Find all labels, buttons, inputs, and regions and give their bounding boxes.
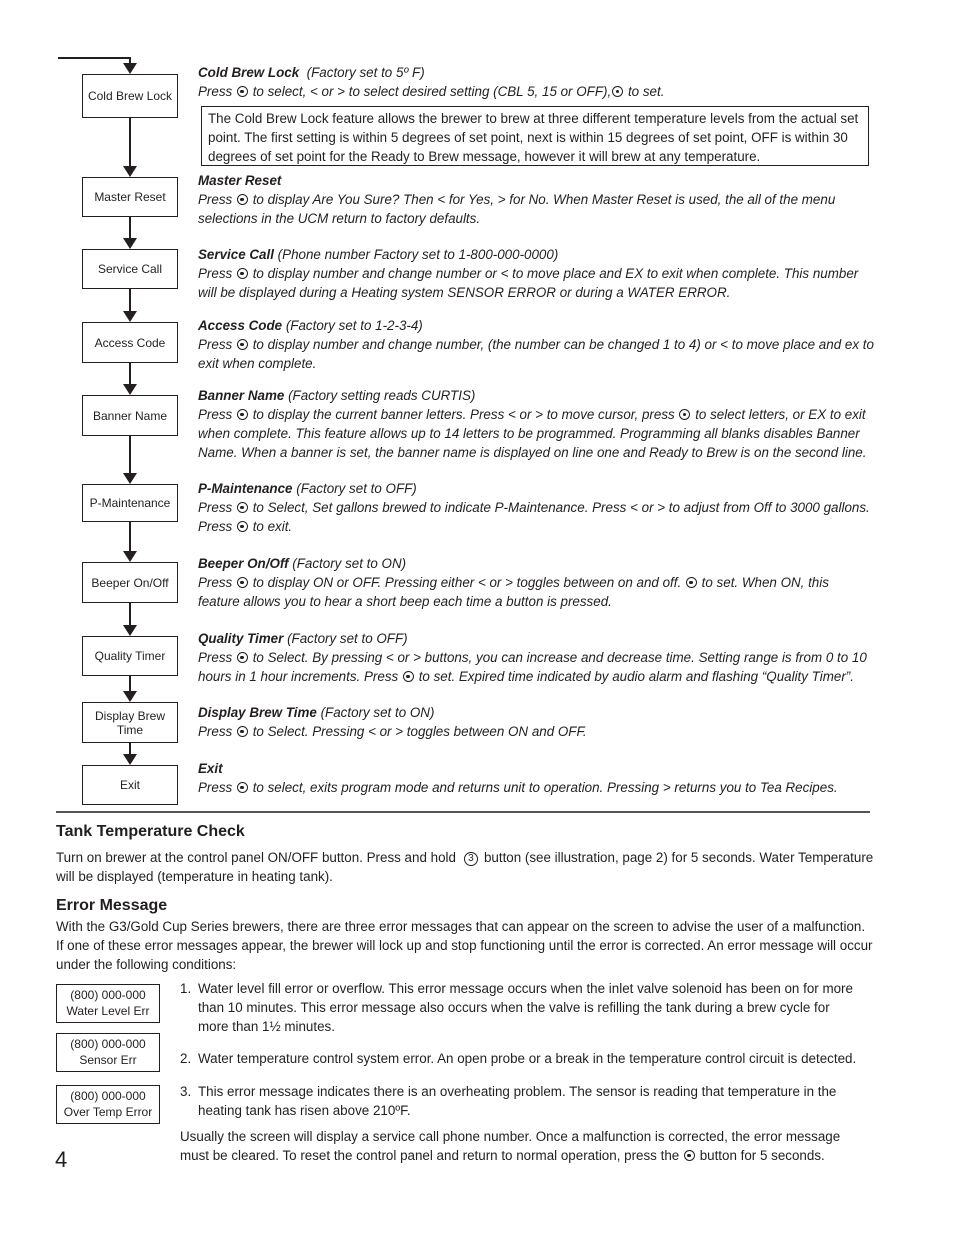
access-code-desc [198, 316, 874, 373]
button-3-icon: 3 [464, 852, 478, 866]
desc-text: Press [198, 724, 233, 739]
desc-text: Press [198, 500, 233, 515]
desc-text: to select letters, or EX to exit when complete. This feature allows up to 14 letters to be programmed. Programming all blanks disables Banner Name. When a banner is set, the banner name is displayed on line one and Ready to Brew is on the second line. [198, 407, 867, 460]
select-button-icon [237, 502, 248, 513]
list-text: Water level fill error or overflow. This error message occurs when the inlet valve solenoid has been on for more than 10 minutes. This error message also occurs when the valve is refilling the tank during a brew cycle for more than 1½ minutes. [198, 981, 853, 1034]
display-brew-time-title: Display Brew Time [198, 705, 317, 720]
master-reset-title: Master Reset [198, 173, 282, 188]
flow-box-quality-timer: Quality Timer [82, 636, 178, 676]
error-display-water-level [56, 984, 160, 1023]
p-maintenance-title: P-Maintenance [198, 481, 293, 496]
p-maintenance-desc [198, 479, 874, 536]
select-button-icon [237, 652, 248, 663]
cold-brew-lock-note: The Cold Brew Lock feature allows the brewer to brew at three different temperature levels from the actual set point. The first setting is within 5 degrees of set point, next is within 15 degrees of set point, OFF is within 30 degrees of set point for the Ready to Brew message, however it will brew at any temperature. [201, 106, 869, 166]
flow-arrow [123, 166, 137, 177]
flow-arrow [123, 238, 137, 249]
display-line: Over Temp Error [63, 1105, 153, 1119]
desc-text: to exit. [252, 519, 293, 534]
flow-box-display-brew-time: Display Brew Time [82, 702, 178, 743]
list-number: 3. [180, 1084, 192, 1099]
display-brew-time-factory: (Factory set to ON) [320, 705, 435, 720]
flow-box-banner-name: Banner Name [82, 395, 178, 436]
flow-arrow [123, 311, 137, 322]
flow-connector [129, 363, 131, 385]
flow-connector [129, 289, 131, 312]
error-closing-text [180, 1127, 870, 1165]
desc-text: Press [198, 337, 233, 352]
desc-text: to display Are You Sure? Then < for Yes, > for No. When Master Reset is used, the all of the menu selections in the UCM return to factory defaults. [198, 192, 836, 226]
error-message-heading: Error Message [56, 897, 168, 914]
display-brew-time-desc [198, 703, 874, 741]
flow-arrow [123, 551, 137, 562]
select-button-icon [237, 577, 248, 588]
error-item-3 [180, 1082, 860, 1120]
display-line: (800) 000-000 [70, 988, 146, 1002]
master-reset-desc [198, 171, 874, 228]
flow-box-access-code: Access Code [82, 322, 178, 363]
desc-text: to select, < or > to select desired setting (CBL 5, 15 or OFF), [252, 84, 612, 99]
flow-connector [129, 436, 131, 474]
service-call-desc [198, 245, 874, 302]
flow-entry-line [58, 57, 131, 59]
select-button-icon [686, 577, 697, 588]
desc-text: Press [198, 192, 233, 207]
beeper-title: Beeper On/Off [198, 556, 289, 571]
desc-text: Press [198, 407, 233, 422]
display-line: Water Level Err [66, 1004, 150, 1018]
flow-arrow [123, 691, 137, 702]
flow-connector [129, 522, 131, 552]
desc-text: to select, exits program mode and returns unit to operation. Pressing > returns you to Tea Recipes. [252, 780, 838, 795]
select-button-icon [237, 194, 248, 205]
desc-text: to Select. Pressing < or > toggles between ON and OFF. [252, 724, 587, 739]
desc-text: Press [198, 266, 233, 281]
tank-temperature-heading: Tank Temperature Check [56, 823, 245, 840]
flow-connector [129, 603, 131, 626]
error-display-over-temp [56, 1085, 160, 1124]
service-call-factory: (Phone number Factory set to 1-800-000-0000) [277, 247, 559, 262]
select-button-icon [237, 521, 248, 532]
desc-text: to Select. By pressing < or > buttons, you can increase and decrease time. Setting range is from 0 to 10 hours in 1 hour increments. Press [198, 650, 867, 684]
select-button-icon [237, 268, 248, 279]
select-button-icon [237, 726, 248, 737]
desc-text: to display number and change number, (the number can be changed 1 to 4) or < to move place and ex to exit when complete. [198, 337, 874, 371]
desc-text: Press [198, 575, 233, 590]
select-button-icon [237, 339, 248, 350]
p-maintenance-factory: (Factory set to OFF) [296, 481, 417, 496]
beeper-desc [198, 554, 874, 611]
beeper-factory: (Factory set to ON) [292, 556, 407, 571]
banner-name-factory: (Factory setting reads CURTIS) [288, 388, 476, 403]
flow-box-exit: Exit [82, 765, 178, 805]
flow-arrow [123, 473, 137, 484]
flow-arrow [123, 384, 137, 395]
error-display-sensor [56, 1033, 160, 1072]
exit-desc [198, 759, 874, 797]
select-button-icon [237, 409, 248, 420]
select-button-icon [237, 782, 248, 793]
banner-name-desc [198, 386, 874, 462]
flow-connector [129, 217, 131, 239]
cold-brew-lock-desc [198, 63, 874, 101]
flow-arrow [123, 754, 137, 765]
access-code-title: Access Code [198, 318, 283, 333]
desc-text: to display ON or OFF. Pressing either < or > toggles between on and off. [252, 575, 682, 590]
flow-connector [129, 676, 131, 692]
select-button-icon [237, 86, 248, 97]
list-text: This error message indicates there is an overheating problem. The sensor is reading that temperature in the heating tank has risen above 210ºF. [198, 1084, 837, 1118]
error-intro-text: With the G3/Gold Cup Series brewers, there are three error messages that can appear on the screen to advise the user of a malfunction. If one of these error messages appear, the brewer will lock up and stop functioning until the error is corrected. An error message will occur under the following conditions: [56, 919, 873, 972]
flow-box-beeper-on-off: Beeper On/Off [82, 562, 178, 603]
quality-timer-factory: (Factory set to OFF) [287, 631, 408, 646]
select-button-icon [679, 409, 690, 420]
page-number: 4 [55, 1147, 68, 1172]
para-text: button (see illustration, page 2) for 5 seconds. Water Temperature will be displayed (temperature in heating tank). [56, 850, 874, 884]
banner-name-title: Banner Name [198, 388, 285, 403]
flow-box-cold-brew-lock: Cold Brew Lock [82, 74, 178, 118]
para-text: Usually the screen will display a service call phone number. Once a malfunction is corrected, the error message must be cleared. To reset the control panel and return to normal operation, press the [180, 1129, 841, 1163]
flow-arrow [123, 625, 137, 636]
desc-text: to set. [627, 84, 665, 99]
list-text: Water temperature control system error. An open probe or a break in the temperature control circuit is detected. [198, 1051, 857, 1066]
para-text: Turn on brewer at the control panel ON/OFF button. Press and hold [56, 850, 456, 865]
desc-text: to Select, Set gallons brewed to indicate P-Maintenance. Press < or > to adjust from Off to 3000 gallons. Press [198, 500, 870, 534]
select-button-icon [403, 671, 414, 682]
access-code-factory: (Factory set to 1-2-3-4) [285, 318, 423, 333]
desc-text: Press [198, 780, 233, 795]
flow-arrow [123, 63, 137, 74]
para-text: button for 5 seconds. [699, 1148, 825, 1163]
error-item-2 [180, 1049, 860, 1068]
display-line: (800) 000-000 [70, 1089, 146, 1103]
display-line: (800) 000-000 [70, 1037, 146, 1051]
desc-text: Press [198, 650, 233, 665]
exit-title: Exit [198, 761, 223, 776]
quality-timer-desc [198, 629, 874, 686]
cold-brew-lock-factory: (Factory set to 5º F) [306, 65, 425, 80]
flow-box-p-maintenance: P-Maintenance [82, 484, 178, 522]
quality-timer-title: Quality Timer [198, 631, 284, 646]
desc-text: to display the current banner letters. Press < or > to move cursor, press [252, 407, 675, 422]
select-button-icon [612, 86, 623, 97]
cold-brew-lock-title: Cold Brew Lock [198, 65, 300, 80]
service-call-title: Service Call [198, 247, 274, 262]
flow-connector [129, 118, 131, 167]
desc-text: Press [198, 84, 233, 99]
select-button-icon [684, 1150, 695, 1161]
flow-box-service-call: Service Call [82, 249, 178, 289]
desc-text: to set. Expired time indicated by audio alarm and flashing “Quality Timer”. [418, 669, 854, 684]
desc-text: to set. When ON, this feature allows you to hear a short beep each time a button is pressed. [198, 575, 829, 609]
list-number: 1. [180, 981, 192, 996]
section-divider [56, 811, 870, 813]
display-line: Sensor Err [79, 1053, 137, 1067]
error-item-1 [180, 979, 860, 1036]
desc-text: to display number and change number or < to move place and EX to exit when complete. This number will be displayed during a Heating system SENSOR ERROR or during a WATER ERROR. [198, 266, 859, 300]
list-number: 2. [180, 1051, 192, 1066]
flow-box-master-reset: Master Reset [82, 177, 178, 217]
tank-temperature-text [56, 848, 874, 886]
